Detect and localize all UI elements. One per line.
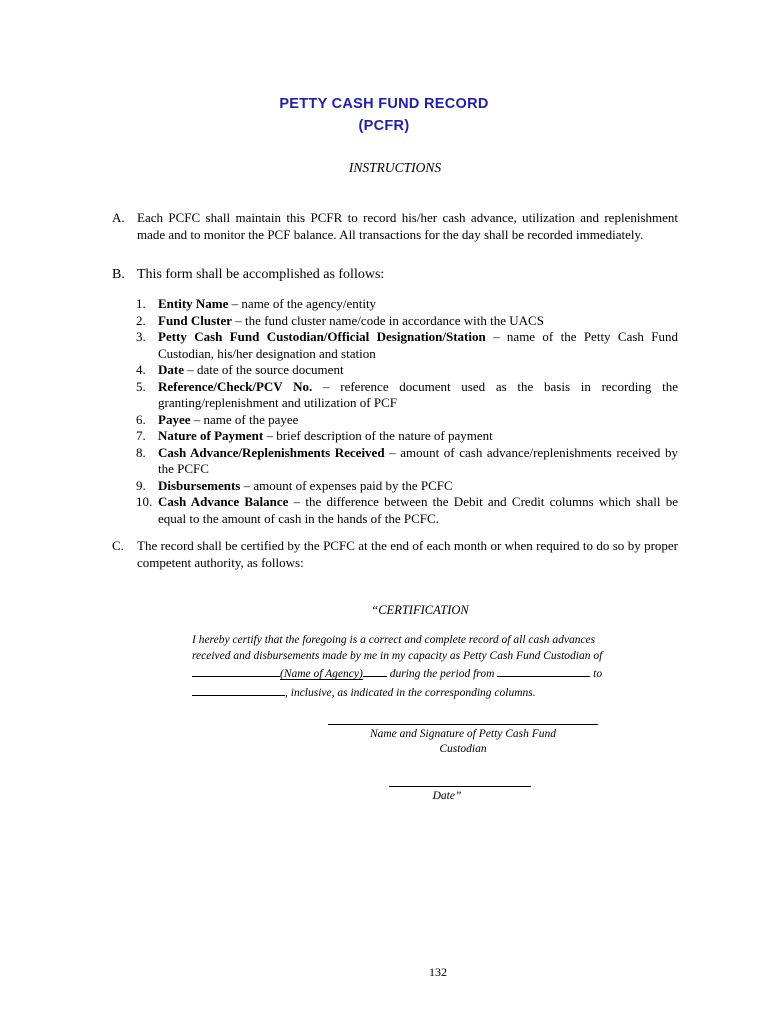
item-term: Date [158,362,184,377]
field-instructions-list [136,296,678,527]
document-title-abbreviation: (PCFR) [358,118,410,134]
list-item [136,362,678,379]
item-description: – amount of expenses paid by the PCFC [240,477,453,493]
certification-line-3 [192,664,644,683]
item-term: Disbursements [158,477,241,493]
item-description: – name of the payee [190,411,299,427]
section-a-label: A. [112,210,125,225]
certification-line-4 [192,683,644,702]
item-term: Petty Cash Fund Custodian/Official Designation/Station [158,329,486,344]
item-description: – the fund cluster name/code in accordance with the UACS [232,312,544,328]
date-label: Date” [432,790,462,802]
list-item [136,478,678,495]
agency-blank-line-end [363,664,387,677]
list-item [136,428,678,445]
item-description: – name of the agency/entity [228,296,377,311]
agency-blank-line[interactable] [192,664,280,677]
list-item [136,313,678,330]
item-number: 2. [136,312,146,328]
item-number: 6. [136,411,146,427]
item-term: Cash Advance Balance [158,494,289,509]
item-term: Payee [158,411,191,427]
instructions-heading: INSTRUCTIONS [348,160,442,175]
item-description: – name of the Petty Cash Fund Custodian, his/her designation and station [158,329,678,361]
item-number: 5. [136,378,146,394]
page-number: 132 [429,965,447,979]
item-term: Entity Name [158,296,229,311]
list-item [136,296,678,313]
period-to-blank[interactable] [192,683,285,696]
during-text: during the period from [386,668,498,680]
section-b [112,267,678,284]
section-c-text: The record shall be certified by the PCFC at the end of each month or when required to do so by proper competent authority, as follows: [137,538,678,570]
item-number: 8. [136,444,146,460]
item-term: Reference/Check/PCV No. [158,378,313,394]
section-c [112,538,678,571]
item-description: – date of the source document [184,362,344,377]
section-a [112,210,678,243]
item-term: Fund Cluster [158,312,233,328]
document-title: PETTY CASH FUND RECORD [279,96,489,112]
certification-line-1: I hereby certify that the foregoing is a correct and complete record of all cash advances [192,634,596,646]
list-item [136,412,678,429]
signature-label-line-1: Name and Signature of Petty Cash Fund [369,728,557,740]
certification-statement [192,633,644,701]
section-a-text: Each PCFC shall maintain this PCFR to record his/her cash advance, utilization and replenishment made and to monitor the PCF balance. All transactions for the day shall be recorded immediately. [137,210,678,242]
item-number: 7. [136,428,146,443]
section-c-label: C. [112,538,124,553]
signature-line[interactable] [328,724,598,725]
item-term: Nature of Payment [158,428,264,443]
to-text: to [590,668,603,680]
item-description: – reference document used as the basis in recording the granting/replenishment and utilization of PCF [158,378,678,410]
item-number: 10. [136,494,153,509]
item-term: Cash Advance/Replenishments Received [158,444,385,460]
signature-label-line-2: Custodian [439,743,487,755]
item-number: 3. [136,329,146,344]
item-number: 4. [136,362,146,377]
date-line[interactable] [389,786,531,787]
inclusive-text: , inclusive, as indicated in the corresponding columns. [285,686,536,699]
list-item [136,494,678,527]
agency-placeholder: (Name of Agency) [280,668,363,680]
list-item [136,445,678,478]
section-b-text: This form shall be accomplished as follows: [137,267,385,282]
signature-label [328,727,598,757]
list-item [136,329,678,362]
item-number: 9. [136,477,146,493]
item-description: – amount of cash advance/replenishments received by the PCFC [158,444,678,476]
item-number: 1. [136,296,146,311]
period-from-blank[interactable] [497,664,590,677]
list-item [136,379,678,412]
certification-line-2: received and disbursements made by me in my capacity as Petty Cash Fund Custodian of [192,649,603,662]
item-description: – brief description of the nature of payment [263,428,493,443]
item-description: – the difference between the Debit and Credit columns which shall be equal to the amount of cash in the hands of the PCFC. [158,494,678,526]
section-b-label: B. [112,267,125,282]
certification-heading: “CERTIFICATION [371,603,469,617]
